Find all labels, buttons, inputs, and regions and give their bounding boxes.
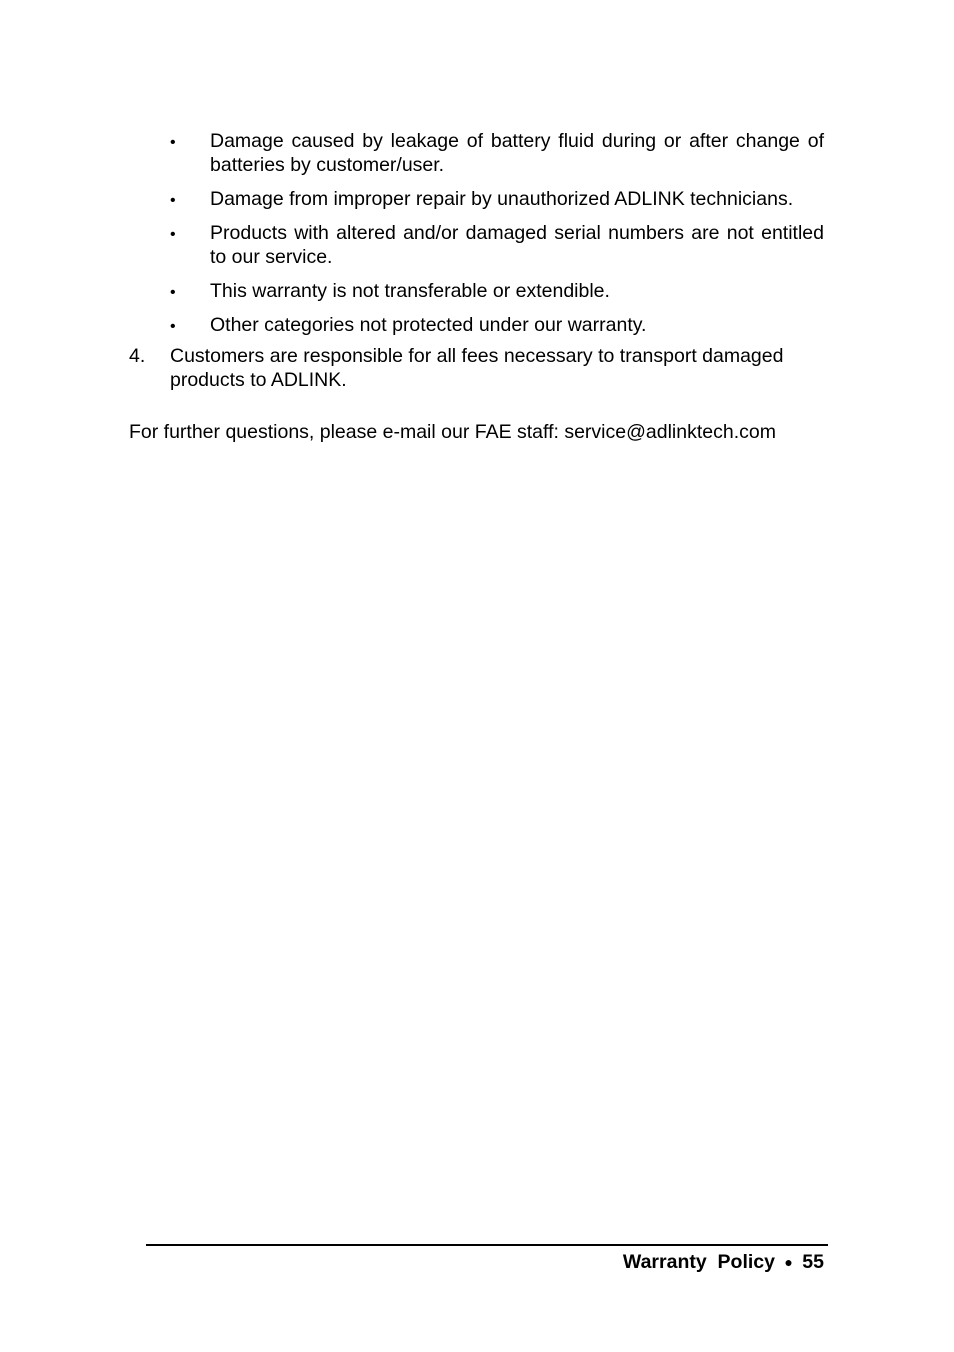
footer-separator-icon: ● — [784, 1254, 793, 1270]
list-item — [170, 279, 824, 303]
footer-section-title: Warranty Policy — [622, 1251, 775, 1273]
list-item-text: This warranty is not transferable or extendible. — [210, 280, 610, 302]
list-item — [170, 187, 824, 211]
contact-paragraph: For further questions, please e-mail our FAE staff: service@adlinktech.com — [129, 421, 776, 443]
page-footer — [623, 1250, 824, 1274]
page-number: 55 — [802, 1251, 824, 1273]
numbered-list-item — [129, 344, 824, 392]
bullet-icon — [170, 129, 182, 155]
list-item-text: Damage caused by leakage of battery fluid during or after change of batteries by customer/user. — [210, 130, 824, 176]
footer-divider — [146, 1244, 828, 1246]
bullet-icon — [170, 313, 182, 339]
list-item-text: Damage from improper repair by unauthorized ADLINK technicians. — [210, 188, 794, 210]
list-item-text: Other categories not protected under our warranty. — [210, 314, 647, 336]
list-item — [170, 313, 824, 337]
list-item-text: Products with altered and/or damaged serial numbers are not entitled to our service. — [210, 222, 824, 268]
list-item — [170, 221, 824, 269]
numbered-item-text: Customers are responsible for all fees necessary to transport damaged products to ADLINK. — [170, 345, 784, 391]
exclusion-bullet-list — [170, 129, 824, 347]
bullet-icon — [170, 279, 182, 305]
bullet-icon — [170, 187, 182, 213]
bullet-icon — [170, 221, 182, 247]
list-number: 4. — [129, 345, 146, 367]
list-item — [170, 129, 824, 177]
